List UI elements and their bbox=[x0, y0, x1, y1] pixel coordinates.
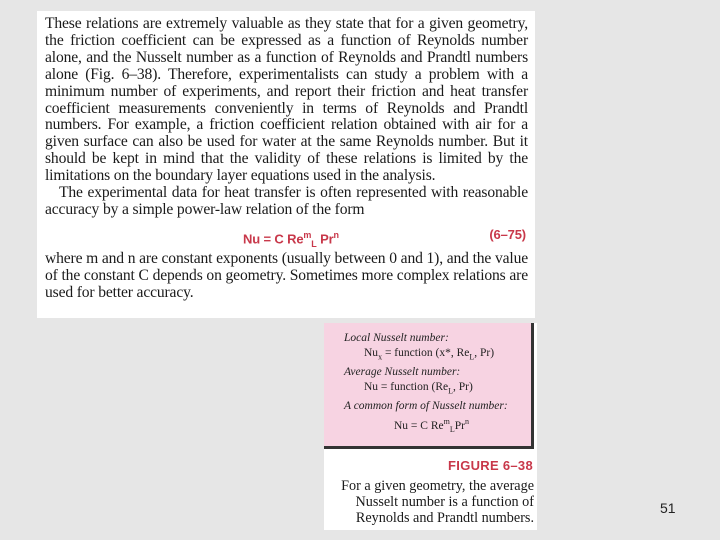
textbook-excerpt bbox=[37, 11, 535, 318]
average-nusselt-equation: Nu = function ($Re_L$, Pr) bbox=[364, 381, 473, 396]
local-nusselt-label: Local Nusselt number: bbox=[344, 332, 449, 344]
common-nusselt-label: A common form of Nusselt number: bbox=[344, 399, 508, 412]
figure-caption: For a given geometry, the average Nusselt number is a function of Reynolds and Prandtl numbers. bbox=[341, 478, 534, 527]
figure-title: FIGURE 6–38 bbox=[448, 458, 533, 473]
paragraph-experimental-data: The experimental data for heat transfer is often represented with reasonable accuracy by a simple power-law relation of the form bbox=[45, 184, 528, 218]
common-nusselt-equation: Nu = C $Re^m_LPr^n$ bbox=[394, 417, 469, 435]
equation-6-75 bbox=[45, 221, 528, 251]
figure-6-38 bbox=[324, 323, 537, 530]
equation-body: Nu = C $Re^m_L$ Pr$^n$ bbox=[243, 229, 339, 249]
nusselt-forms-box bbox=[324, 323, 534, 449]
paragraph-exponents: where m and n are constant exponents (usually between 0 and 1), and the value of the constant C depends on geometry. Sometimes more complex relations are used for better accuracy. bbox=[45, 249, 528, 301]
average-nusselt-label: Average Nusselt number: bbox=[344, 365, 461, 378]
paragraph-relations: These relations are extremely valuable as they state that for a given geometry, the friction coefficient can be expressed as a function of Reynolds number alone, and the Nusselt number as a function of Reynolds and Prandtl numbers alone (Fig. 6–38). Therefore, experimentalists can study a problem with a minimum number of experiments, and report their friction and heat transfer coefficient measurements conveniently in terms of Reynolds and Prandtl numbers. For example, a friction coefficient relation obtained with air for a given surface can also be used for water at the same Reynolds number. But it should be kept in mind that the validity of these relations is limited by the limitations on the boundary layer equations used in the analysis. bbox=[45, 15, 528, 185]
equation-number: (6–75) bbox=[489, 226, 526, 242]
local-nusselt-equation: $Nu_x$ = function (x*, $Re_L$, Pr) bbox=[364, 347, 495, 362]
page-number: 51 bbox=[660, 500, 676, 516]
